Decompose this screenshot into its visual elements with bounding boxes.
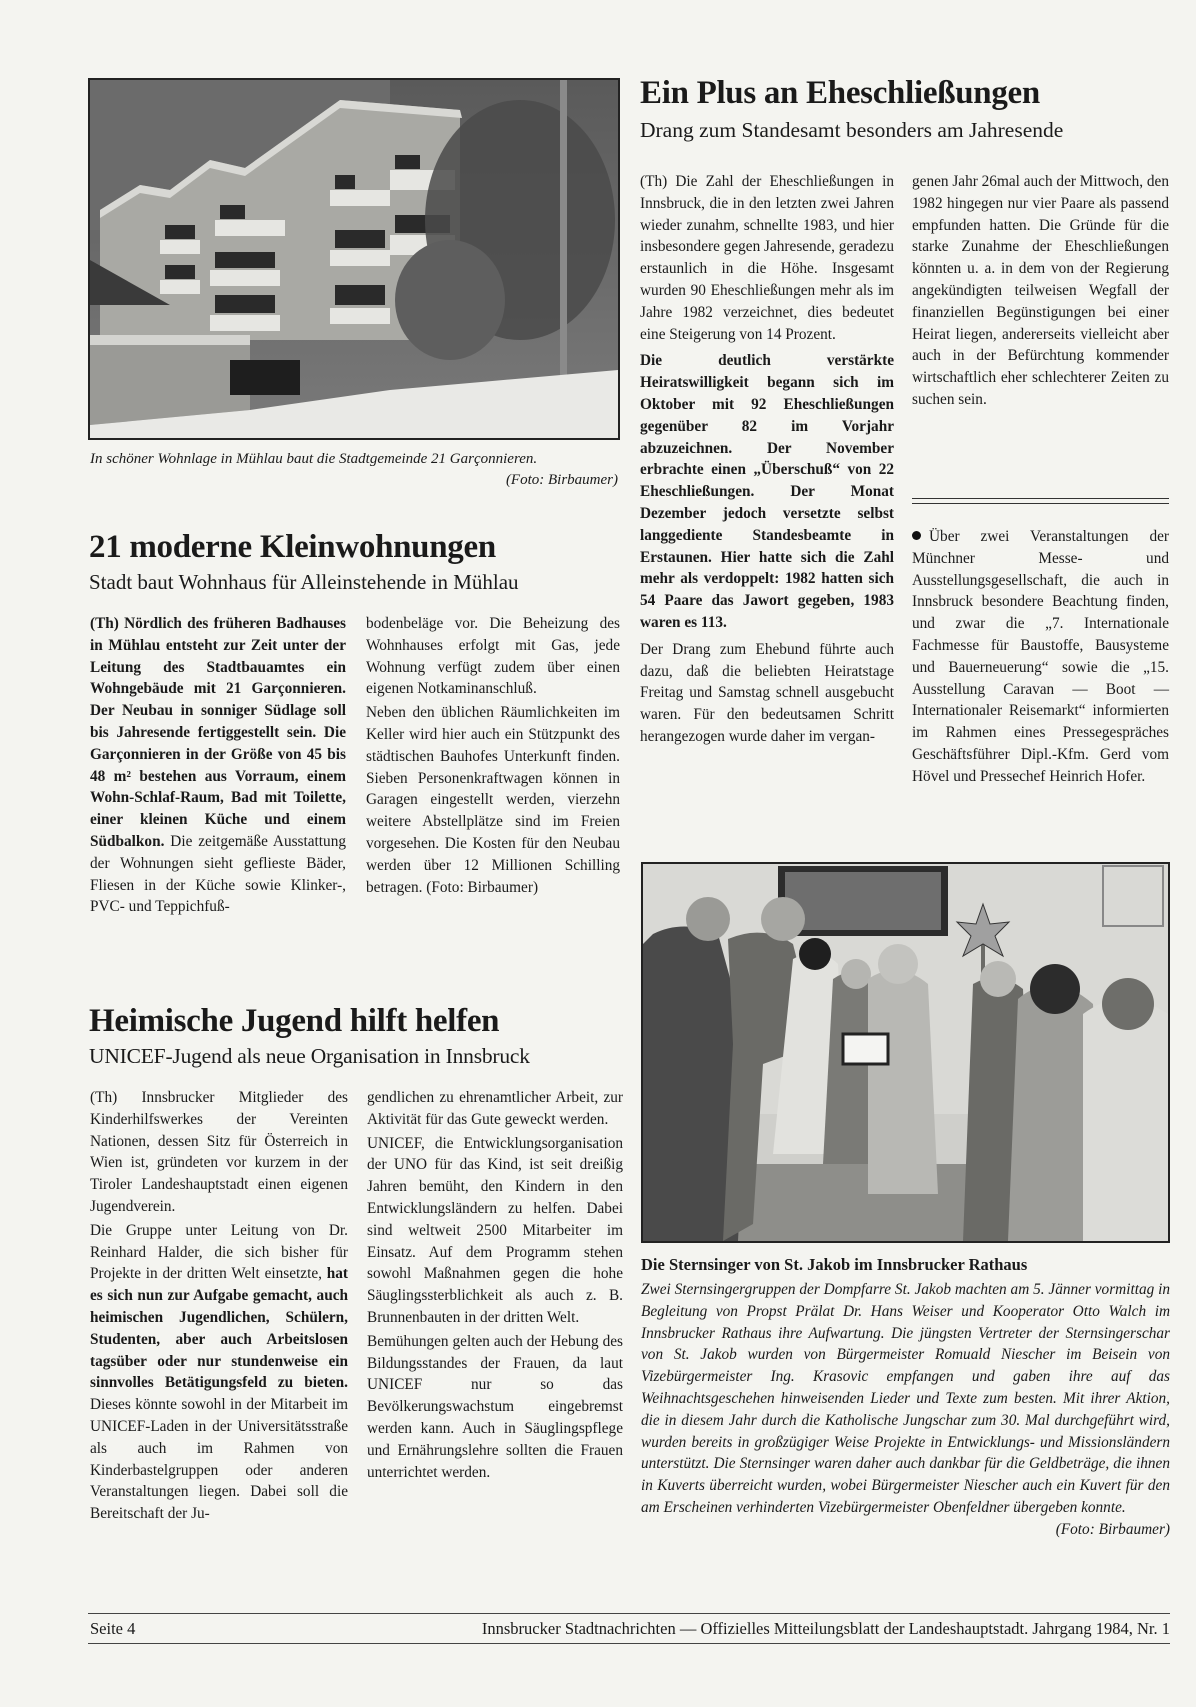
- starsingers-photo-credit: (Foto: Birbaumer): [1055, 1520, 1170, 1538]
- unicef-paragraph: Bemühungen gelten auch der Hebung des Bildungsstandes der Frauen, da laut UNICEF nur so das Bevölkerungswachstum eingebremst werden kann. Auch in Säuglingspflege und Ernährungslehre sollten die Frauen unterrichtet werden.: [367, 1332, 623, 1481]
- apartments-column-2: [366, 613, 620, 898]
- page-number: Seite 4: [90, 1619, 136, 1638]
- footer-rule-bottom: [88, 1643, 1170, 1644]
- footer-rule-top: [88, 1613, 1170, 1614]
- starsingers-image: [643, 864, 1168, 1241]
- starsingers-caption: [641, 1279, 1170, 1541]
- marriages-column-1: [640, 171, 894, 748]
- unicef-column-2: [367, 1087, 623, 1483]
- marriages-column-2: [912, 171, 1169, 411]
- starsingers-photo: [641, 862, 1170, 1243]
- marriages-subheadline: Drang zum Standesamt besonders am Jahresende: [640, 118, 1064, 142]
- marriages-paragraph: (Th) Die Zahl der Eheschließungen in Innsbruck, die in den letzten zwei Jahren wieder zunahm, schnellte 1983, und hier insbesondere gegen Jahresende, geradezu erstaunlich in die Höhe. Insgesamt wurden 90 Eheschließungen mehr als im Jahre 1982 verzeichnet, dies bedeutet eine Steigerung von 14 Prozent.: [640, 173, 894, 343]
- unicef-paragraph: UNICEF, die Entwicklungsorganisation der UNO für das Kind, ist seit dreißig Jahren bemüht, den Kindern in den Entwicklungsländern zu helfen. Dabei sind weltweit 2500 Mitarbeiter im Einsatz. Auf dem Programm stehen sowohl Maßnahmen gegen die hohe Säuglingssterblichkeit als auch z. B. Brunnenbauten in der dritten Welt.: [367, 1134, 623, 1326]
- unicef-text-bold: hat es sich nun zur Aufgabe gemacht, auch heimischen Jugendlichen, Schülern, Studenten, aber auch Arbeitslosen tagsüber oder nur stundenweise ein sinnvolles Betätigungsfeld zu bieten.: [90, 1265, 348, 1392]
- apartments-column-1: [90, 613, 346, 918]
- apartments-lead-bold: (Th) Nördlich des früheren Badhauses in Mühlau entsteht zur Zeit unter der Leitung des Stadtbauamtes ein Wohngebäude mit 21 Garçonnieren. Der Neubau in sonniger Südlage soll bis Jahresende fertiggestellt sein. Die Garçonnieren in der Größe von 45 bis 48 m² bestehen aus Vorraum, einem Wohn-Schlaf-Raum, Bad mit Toilette, einer kleinen Küche und einem Südbalkon.: [90, 615, 346, 850]
- unicef-paragraph: (Th) Innsbrucker Mitglieder des Kinderhilfswerkes der Vereinten Nationen, dessen Sitz für Österreich in Wien ist, gründeten vor kurzem in der Tiroler Landeshauptstadt einen eigenen Jugendverein.: [90, 1089, 348, 1215]
- marriages-paragraph-bold: Die deutlich verstärkte Heiratswilligkeit begann sich im Oktober mit 92 Eheschließungen gegenüber 82 im Vorjahr abzuzeichnen. Der November erbrachte einen „Überschuß“ von 22 Eheschließungen. Der Monat Dezember jedoch versetzte selbst langgediente Standesbeamte in Erstaunen. Hier hatte sich die Zahl mehr als verdoppelt: 1982 hatten sich 54 Paare das Jawort gegeben, 1983 waren es 113.: [640, 352, 894, 631]
- caption-text: In schöner Wohnlage in Mühlau baut die Stadtgemeinde 21 Garçonnieren.: [90, 451, 538, 467]
- unicef-paragraph: gendlichen zu ehrenamtlicher Arbeit, zur Aktivität für das Gute geweckt werden.: [367, 1089, 623, 1128]
- unicef-headline: Heimische Jugend hilft helfen: [89, 1003, 500, 1039]
- fair-brief-text: Über zwei Veranstaltungen der Münchner Messe- und Ausstellungsgesellschaft, die auch in Innsbruck besondere Beachtung finden, und zwar die „7. Internationale Fachmesse für Baustoffe, Bausysteme und Bauerneuerung“ sowie die „15. Ausstellung Caravan — Boot — Internationaler Reisemarkt“ informierten im Rahmen eines Pressegespräches Geschäftsführer Dipl.-Kfm. Gerd vom Hövel und Pressechef Heinrich Hofer.: [912, 528, 1169, 785]
- unicef-column-1: [90, 1087, 348, 1525]
- apartments-paragraph: Neben den üblichen Räumlichkeiten im Keller wird hier auch ein Stützpunkt des städtischen Bauhofes Unterkunft finden. Sieben Personenkraftwagen können in Garagen eingestellt werden, vierzehn weitere Abstellplätze sind im Freien vorgesehen. Die Kosten für den Neubau werden über 12 Millionen Schilling betragen. (Foto: Birbaumer): [366, 704, 620, 896]
- marriages-paragraph: Der Drang zum Ehebund führte auch dazu, daß die beliebten Heiratstage Freitag und Samstag schnell ausgebucht waren. Für den bedeutsamen Schritt herangezogen wurde daher im vergan-: [640, 640, 894, 745]
- fair-brief: [912, 526, 1169, 788]
- apartment-photo-caption: [90, 449, 618, 491]
- building-image: [90, 80, 618, 438]
- unicef-subheadline: UNICEF-Jugend als neue Organisation in Innsbruck: [89, 1044, 530, 1068]
- publication-info: Innsbrucker Stadtnachrichten — Offizielles Mitteilungsblatt der Landeshauptstadt. Jahrgang 1984, Nr. 1: [481, 1619, 1170, 1638]
- apartments-paragraph: bodenbeläge vor. Die Beheizung des Wohnhauses erfolgt mit Gas, jede Wohnung verfügt zudem über einen eigenen Notkaminanschluß.: [366, 615, 620, 698]
- unicef-text: Dieses könnte sowohl in der Mitarbeit im UNICEF-Laden in der Universitätsstraße als auch im Rahmen von Kinderbastelgruppen oder anderen Veranstaltungen liegen. Dabei soll die Bereitschaft der Ju-: [90, 1396, 348, 1523]
- apartments-subheadline: Stadt baut Wohnhaus für Alleinstehende in Mühlau: [89, 570, 519, 594]
- page-footer: [90, 1618, 1170, 1640]
- unicef-text: Die Gruppe unter Leitung von Dr. Reinhard Halder, die sich bisher für Projekte in der dritten Welt einsetzte,: [90, 1221, 348, 1283]
- bullet-icon: [912, 531, 921, 540]
- marriages-headline: Ein Plus an Eheschließungen: [640, 75, 1040, 111]
- apartment-building-photo: [88, 78, 620, 440]
- apartments-headline: 21 moderne Kleinwohnungen: [89, 529, 496, 565]
- section-separator: [912, 498, 1169, 504]
- starsingers-headline: Die Sternsinger von St. Jakob im Innsbrucker Rathaus: [641, 1255, 1028, 1274]
- marriages-paragraph: genen Jahr 26mal auch der Mittwoch, den 1982 hingegen nur vier Paare als passend empfunden hatten. Die Gründe für die starke Zunahme der Eheschließungen könnten u. a. in dem von der Regierung angekündigten teilweisen Wegfall der finanziellen Begünstigungen bei einer Heirat liegen, andererseits vielleicht aber auch in der Befürchtung kommender wirtschaftlich eher schlechterer Zeiten zu suchen sein.: [912, 173, 1169, 408]
- starsingers-caption-text: Zwei Sternsingergruppen der Dompfarre St. Jakob machten am 5. Jänner vormittag in Begleitung von Propst Prälat Dr. Hans Weiser und Kooperator Otto Walch im Innsbrucker Rathaus ihre Aufwartung. Die jüngsten Vertreter der Sternsingerschar von St. Jakob wurden von Bürgermeister Romuald Niescher im Beisein von Vizebürgermeister Ing. Krasovic empfangen und gaben ihre auf das Weihnachtsgeschehen hinweisenden Lieder und Texte zum besten. Mit ihrer Aktion, die in diesem Jahr durch die Katholische Jungschar zum 30. Mal durchgeführt wird, wurden bereits in großzügiger Weise Projekte in Entwicklungs- und Missionsländern unterstützt. Die Sternsinger waren daher auch dankbar für die Geldbeträge, die ihnen in Kuverts überreicht wurden, wobei Bürgermeister Niescher auch ein Kuvert für den am Erscheinen verhinderten Vizebürgermeister Obenfeldner übergeben konnte.: [641, 1281, 1170, 1516]
- photo-credit: (Foto: Birbaumer): [505, 472, 618, 488]
- apartments-lead-normal: Die zeitgemäße Ausstattung der Wohnungen sieht geflieste Bäder, Fliesen in der Küche sowie Klinker-, PVC- und Teppichfuß-: [90, 832, 346, 916]
